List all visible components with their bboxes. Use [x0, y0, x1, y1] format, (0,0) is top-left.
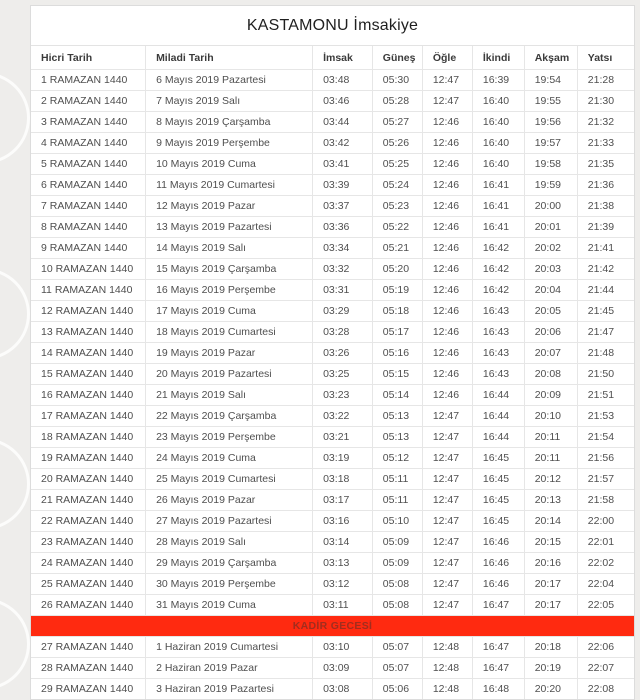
time-cell: 05:16	[372, 343, 422, 364]
time-cell: 20:07	[524, 343, 577, 364]
time-cell: 21:38	[577, 196, 634, 217]
time-cell: 16:43	[472, 322, 524, 343]
time-cell: 12:47	[422, 70, 472, 91]
miladi-date-cell: 28 Mayıs 2019 Salı	[146, 532, 313, 553]
table-row	[31, 112, 634, 133]
hicri-date-cell: 4 RAMAZAN 1440	[31, 133, 146, 154]
time-cell: 12:47	[422, 511, 472, 532]
time-cell: 22:01	[577, 532, 634, 553]
table-row	[31, 448, 634, 469]
time-cell: 19:57	[524, 133, 577, 154]
miladi-date-cell: 7 Mayıs 2019 Salı	[146, 91, 313, 112]
time-cell: 03:26	[313, 343, 373, 364]
hicri-date-cell: 1 RAMAZAN 1440	[31, 70, 146, 91]
miladi-date-cell: 2 Haziran 2019 Pazar	[146, 658, 313, 679]
time-cell: 05:14	[372, 385, 422, 406]
hicri-date-cell: 17 RAMAZAN 1440	[31, 406, 146, 427]
time-cell: 16:47	[472, 658, 524, 679]
time-cell: 16:42	[472, 280, 524, 301]
time-cell: 20:09	[524, 385, 577, 406]
table-row	[31, 427, 634, 448]
time-cell: 16:45	[472, 448, 524, 469]
hicri-date-cell: 10 RAMAZAN 1440	[31, 259, 146, 280]
table-row	[31, 532, 634, 553]
time-cell: 21:42	[577, 259, 634, 280]
time-cell: 19:55	[524, 91, 577, 112]
miladi-date-cell: 21 Mayıs 2019 Salı	[146, 385, 313, 406]
time-cell: 05:23	[372, 196, 422, 217]
time-cell: 12:47	[422, 469, 472, 490]
column-header-6: Akşam	[524, 46, 577, 70]
time-cell: 05:18	[372, 301, 422, 322]
time-cell: 05:17	[372, 322, 422, 343]
miladi-date-cell: 26 Mayıs 2019 Pazar	[146, 490, 313, 511]
time-cell: 05:10	[372, 511, 422, 532]
time-cell: 12:46	[422, 238, 472, 259]
time-cell: 03:22	[313, 406, 373, 427]
time-cell: 03:39	[313, 175, 373, 196]
time-cell: 16:42	[472, 238, 524, 259]
time-cell: 16:46	[472, 553, 524, 574]
time-cell: 21:51	[577, 385, 634, 406]
column-header-7: Yatsı	[577, 46, 634, 70]
time-cell: 20:12	[524, 469, 577, 490]
time-cell: 19:59	[524, 175, 577, 196]
time-cell: 21:50	[577, 364, 634, 385]
time-cell: 22:07	[577, 658, 634, 679]
time-cell: 20:04	[524, 280, 577, 301]
time-cell: 21:30	[577, 91, 634, 112]
miladi-date-cell: 3 Haziran 2019 Pazartesi	[146, 679, 313, 700]
time-cell: 21:56	[577, 448, 634, 469]
time-cell: 21:53	[577, 406, 634, 427]
time-cell: 05:27	[372, 112, 422, 133]
table-row	[31, 196, 634, 217]
hicri-date-cell: 27 RAMAZAN 1440	[31, 637, 146, 658]
time-cell: 03:16	[313, 511, 373, 532]
hicri-date-cell: 29 RAMAZAN 1440	[31, 679, 146, 700]
miladi-date-cell: 31 Mayıs 2019 Cuma	[146, 595, 313, 616]
time-cell: 21:28	[577, 70, 634, 91]
column-header-2: İmsak	[313, 46, 373, 70]
time-cell: 16:42	[472, 259, 524, 280]
time-cell: 03:34	[313, 238, 373, 259]
time-cell: 03:44	[313, 112, 373, 133]
miladi-date-cell: 16 Mayıs 2019 Perşembe	[146, 280, 313, 301]
time-cell: 12:46	[422, 343, 472, 364]
time-cell: 16:45	[472, 469, 524, 490]
time-cell: 12:47	[422, 406, 472, 427]
time-cell: 20:05	[524, 301, 577, 322]
miladi-date-cell: 20 Mayıs 2019 Pazartesi	[146, 364, 313, 385]
time-cell: 03:48	[313, 70, 373, 91]
time-cell: 20:15	[524, 532, 577, 553]
time-cell: 03:12	[313, 574, 373, 595]
time-cell: 05:24	[372, 175, 422, 196]
time-cell: 16:39	[472, 70, 524, 91]
time-cell: 20:19	[524, 658, 577, 679]
time-cell: 03:10	[313, 637, 373, 658]
hicri-date-cell: 15 RAMAZAN 1440	[31, 364, 146, 385]
table-row	[31, 574, 634, 595]
hicri-date-cell: 13 RAMAZAN 1440	[31, 322, 146, 343]
time-cell: 05:11	[372, 469, 422, 490]
hicri-date-cell: 18 RAMAZAN 1440	[31, 427, 146, 448]
time-cell: 03:08	[313, 679, 373, 700]
time-cell: 03:42	[313, 133, 373, 154]
miladi-date-cell: 19 Mayıs 2019 Pazar	[146, 343, 313, 364]
time-cell: 12:48	[422, 679, 472, 700]
time-cell: 12:46	[422, 322, 472, 343]
table-row	[31, 343, 634, 364]
hicri-date-cell: 24 RAMAZAN 1440	[31, 553, 146, 574]
time-cell: 05:15	[372, 364, 422, 385]
miladi-date-cell: 9 Mayıs 2019 Perşembe	[146, 133, 313, 154]
miladi-date-cell: 22 Mayıs 2019 Çarşamba	[146, 406, 313, 427]
time-cell: 05:13	[372, 427, 422, 448]
imsakiye-table	[31, 46, 634, 699]
table-row	[31, 133, 634, 154]
time-cell: 16:40	[472, 133, 524, 154]
table-row	[31, 217, 634, 238]
time-cell: 03:32	[313, 259, 373, 280]
time-cell: 05:13	[372, 406, 422, 427]
time-cell: 12:46	[422, 259, 472, 280]
time-cell: 20:17	[524, 595, 577, 616]
table-row	[31, 364, 634, 385]
time-cell: 21:35	[577, 154, 634, 175]
miladi-date-cell: 30 Mayıs 2019 Perşembe	[146, 574, 313, 595]
page-title: KASTAMONU İmsakiye	[31, 6, 634, 46]
time-cell: 12:46	[422, 385, 472, 406]
time-cell: 16:43	[472, 343, 524, 364]
miladi-date-cell: 23 Mayıs 2019 Perşembe	[146, 427, 313, 448]
time-cell: 21:36	[577, 175, 634, 196]
time-cell: 05:09	[372, 532, 422, 553]
time-cell: 05:21	[372, 238, 422, 259]
time-cell: 20:11	[524, 448, 577, 469]
miladi-date-cell: 24 Mayıs 2019 Cuma	[146, 448, 313, 469]
time-cell: 05:28	[372, 91, 422, 112]
time-cell: 03:18	[313, 469, 373, 490]
hicri-date-cell: 14 RAMAZAN 1440	[31, 343, 146, 364]
hicri-date-cell: 6 RAMAZAN 1440	[31, 175, 146, 196]
column-header-1: Miladi Tarih	[146, 46, 313, 70]
time-cell: 12:46	[422, 133, 472, 154]
hicri-date-cell: 21 RAMAZAN 1440	[31, 490, 146, 511]
hicri-date-cell: 22 RAMAZAN 1440	[31, 511, 146, 532]
hicri-date-cell: 20 RAMAZAN 1440	[31, 469, 146, 490]
hicri-date-cell: 11 RAMAZAN 1440	[31, 280, 146, 301]
table-row	[31, 595, 634, 616]
time-cell: 20:14	[524, 511, 577, 532]
table-row	[31, 511, 634, 532]
time-cell: 16:40	[472, 91, 524, 112]
time-cell: 21:47	[577, 322, 634, 343]
time-cell: 12:48	[422, 658, 472, 679]
time-cell: 16:46	[472, 532, 524, 553]
time-cell: 21:41	[577, 238, 634, 259]
table-row	[31, 679, 634, 700]
time-cell: 16:47	[472, 595, 524, 616]
background-pattern-ring	[0, 72, 30, 164]
time-cell: 16:41	[472, 175, 524, 196]
time-cell: 21:44	[577, 280, 634, 301]
time-cell: 16:43	[472, 301, 524, 322]
time-cell: 03:13	[313, 553, 373, 574]
time-cell: 03:28	[313, 322, 373, 343]
table-row	[31, 322, 634, 343]
time-cell: 05:08	[372, 574, 422, 595]
time-cell: 03:36	[313, 217, 373, 238]
time-cell: 12:46	[422, 217, 472, 238]
time-cell: 20:10	[524, 406, 577, 427]
time-cell: 05:20	[372, 259, 422, 280]
time-cell: 03:17	[313, 490, 373, 511]
time-cell: 21:48	[577, 343, 634, 364]
time-cell: 03:31	[313, 280, 373, 301]
time-cell: 20:00	[524, 196, 577, 217]
column-header-3: Güneş	[372, 46, 422, 70]
miladi-date-cell: 11 Mayıs 2019 Cumartesi	[146, 175, 313, 196]
time-cell: 16:41	[472, 196, 524, 217]
miladi-date-cell: 29 Mayıs 2019 Çarşamba	[146, 553, 313, 574]
time-cell: 12:47	[422, 448, 472, 469]
time-cell: 21:54	[577, 427, 634, 448]
time-cell: 22:06	[577, 637, 634, 658]
column-header-4: Öğle	[422, 46, 472, 70]
miladi-date-cell: 13 Mayıs 2019 Pazartesi	[146, 217, 313, 238]
hicri-date-cell: 16 RAMAZAN 1440	[31, 385, 146, 406]
table-header-row	[31, 46, 634, 70]
time-cell: 12:46	[422, 196, 472, 217]
time-cell: 05:07	[372, 637, 422, 658]
time-cell: 19:58	[524, 154, 577, 175]
time-cell: 16:40	[472, 112, 524, 133]
column-header-5: İkindi	[472, 46, 524, 70]
time-cell: 12:46	[422, 154, 472, 175]
time-cell: 03:21	[313, 427, 373, 448]
time-cell: 22:02	[577, 553, 634, 574]
time-cell: 03:09	[313, 658, 373, 679]
hicri-date-cell: 25 RAMAZAN 1440	[31, 574, 146, 595]
table-row	[31, 238, 634, 259]
table-row	[31, 385, 634, 406]
miladi-date-cell: 12 Mayıs 2019 Pazar	[146, 196, 313, 217]
miladi-date-cell: 25 Mayıs 2019 Cumartesi	[146, 469, 313, 490]
miladi-date-cell: 14 Mayıs 2019 Salı	[146, 238, 313, 259]
hicri-date-cell: 9 RAMAZAN 1440	[31, 238, 146, 259]
hicri-date-cell: 5 RAMAZAN 1440	[31, 154, 146, 175]
time-cell: 12:47	[422, 553, 472, 574]
hicri-date-cell: 26 RAMAZAN 1440	[31, 595, 146, 616]
time-cell: 20:08	[524, 364, 577, 385]
kadir-gecesi-banner-row	[31, 616, 634, 637]
time-cell: 21:45	[577, 301, 634, 322]
time-cell: 21:32	[577, 112, 634, 133]
time-cell: 16:44	[472, 406, 524, 427]
time-cell: 21:39	[577, 217, 634, 238]
table-row	[31, 70, 634, 91]
miladi-date-cell: 18 Mayıs 2019 Cumartesi	[146, 322, 313, 343]
time-cell: 16:48	[472, 679, 524, 700]
time-cell: 22:08	[577, 679, 634, 700]
time-cell: 03:23	[313, 385, 373, 406]
time-cell: 05:26	[372, 133, 422, 154]
time-cell: 22:04	[577, 574, 634, 595]
time-cell: 20:13	[524, 490, 577, 511]
time-cell: 05:30	[372, 70, 422, 91]
time-cell: 03:14	[313, 532, 373, 553]
time-cell: 21:58	[577, 490, 634, 511]
time-cell: 16:44	[472, 427, 524, 448]
time-cell: 21:57	[577, 469, 634, 490]
hicri-date-cell: 8 RAMAZAN 1440	[31, 217, 146, 238]
time-cell: 03:37	[313, 196, 373, 217]
time-cell: 03:25	[313, 364, 373, 385]
table-row	[31, 490, 634, 511]
time-cell: 03:19	[313, 448, 373, 469]
miladi-date-cell: 8 Mayıs 2019 Çarşamba	[146, 112, 313, 133]
miladi-date-cell: 1 Haziran 2019 Cumartesi	[146, 637, 313, 658]
time-cell: 20:01	[524, 217, 577, 238]
miladi-date-cell: 10 Mayıs 2019 Cuma	[146, 154, 313, 175]
time-cell: 20:11	[524, 427, 577, 448]
kadir-gecesi-banner-label: KADİR GECESİ	[31, 616, 634, 637]
table-row	[31, 175, 634, 196]
time-cell: 22:00	[577, 511, 634, 532]
time-cell: 05:06	[372, 679, 422, 700]
time-cell: 16:45	[472, 490, 524, 511]
table-row	[31, 406, 634, 427]
time-cell: 12:47	[422, 595, 472, 616]
background-pattern-ring	[0, 438, 30, 530]
time-cell: 05:19	[372, 280, 422, 301]
time-cell: 12:46	[422, 280, 472, 301]
time-cell: 05:08	[372, 595, 422, 616]
time-cell: 16:40	[472, 154, 524, 175]
time-cell: 12:46	[422, 364, 472, 385]
table-row	[31, 91, 634, 112]
table-row	[31, 301, 634, 322]
miladi-date-cell: 15 Mayıs 2019 Çarşamba	[146, 259, 313, 280]
imsakiye-card	[30, 5, 635, 700]
time-cell: 21:33	[577, 133, 634, 154]
time-cell: 12:47	[422, 532, 472, 553]
time-cell: 16:41	[472, 217, 524, 238]
hicri-date-cell: 28 RAMAZAN 1440	[31, 658, 146, 679]
miladi-date-cell: 17 Mayıs 2019 Cuma	[146, 301, 313, 322]
hicri-date-cell: 3 RAMAZAN 1440	[31, 112, 146, 133]
time-cell: 03:11	[313, 595, 373, 616]
time-cell: 12:46	[422, 175, 472, 196]
time-cell: 12:47	[422, 91, 472, 112]
time-cell: 16:46	[472, 574, 524, 595]
miladi-date-cell: 6 Mayıs 2019 Pazartesi	[146, 70, 313, 91]
time-cell: 03:41	[313, 154, 373, 175]
hicri-date-cell: 7 RAMAZAN 1440	[31, 196, 146, 217]
time-cell: 12:47	[422, 574, 472, 595]
background-pattern-ring	[0, 268, 30, 360]
time-cell: 05:09	[372, 553, 422, 574]
time-cell: 16:43	[472, 364, 524, 385]
column-header-0: Hicri Tarih	[41, 52, 93, 64]
time-cell: 20:03	[524, 259, 577, 280]
hicri-date-cell: 2 RAMAZAN 1440	[31, 91, 146, 112]
time-cell: 05:11	[372, 490, 422, 511]
time-cell: 20:17	[524, 574, 577, 595]
time-cell: 05:07	[372, 658, 422, 679]
time-cell: 05:25	[372, 154, 422, 175]
time-cell: 16:45	[472, 511, 524, 532]
time-cell: 19:54	[524, 70, 577, 91]
hicri-date-cell: 12 RAMAZAN 1440	[31, 301, 146, 322]
time-cell: 03:46	[313, 91, 373, 112]
time-cell: 19:56	[524, 112, 577, 133]
hicri-date-cell: 19 RAMAZAN 1440	[31, 448, 146, 469]
time-cell: 12:46	[422, 112, 472, 133]
table-row	[31, 469, 634, 490]
hicri-date-cell: 23 RAMAZAN 1440	[31, 532, 146, 553]
table-row	[31, 553, 634, 574]
time-cell: 03:29	[313, 301, 373, 322]
time-cell: 16:44	[472, 385, 524, 406]
time-cell: 20:16	[524, 553, 577, 574]
time-cell: 05:22	[372, 217, 422, 238]
time-cell: 12:47	[422, 427, 472, 448]
table-row	[31, 154, 634, 175]
time-cell: 20:06	[524, 322, 577, 343]
table-row	[31, 637, 634, 658]
time-cell: 12:48	[422, 637, 472, 658]
table-row	[31, 259, 634, 280]
time-cell: 05:12	[372, 448, 422, 469]
time-cell: 12:46	[422, 301, 472, 322]
time-cell: 12:47	[422, 490, 472, 511]
time-cell: 20:18	[524, 637, 577, 658]
table-row	[31, 280, 634, 301]
time-cell: 20:20	[524, 679, 577, 700]
miladi-date-cell: 27 Mayıs 2019 Pazartesi	[146, 511, 313, 532]
table-row	[31, 658, 634, 679]
time-cell: 16:47	[472, 637, 524, 658]
time-cell: 22:05	[577, 595, 634, 616]
background-pattern-ring	[0, 598, 30, 690]
time-cell: 20:02	[524, 238, 577, 259]
